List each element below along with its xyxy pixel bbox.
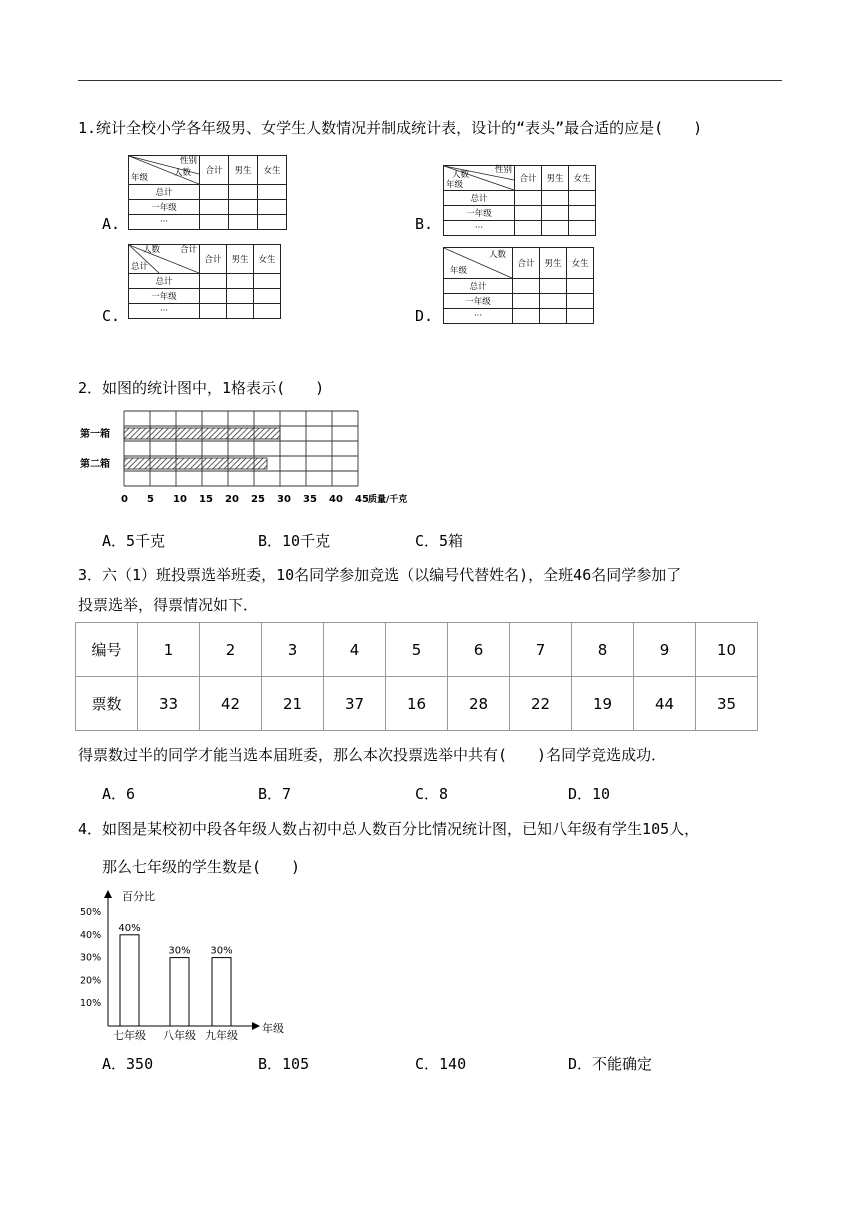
x-tick-label: 5 [147,494,154,505]
q3-option-a[interactable]: A．6 [102,785,136,803]
table-cell: 5 [386,623,448,677]
x-tick-label: 45 [355,494,369,505]
q1-option-b-label[interactable]: B. [415,215,434,233]
col-header: 合计 [513,248,540,279]
x-tick-label: 30 [277,494,291,505]
col-header: 合计 [515,166,542,191]
category-label: 九年级 [205,1029,238,1042]
bar-1 [124,428,280,439]
y-tick-label: 50% [80,907,102,918]
table-cell: 22 [510,677,572,731]
category-label: 第二箱 [80,459,110,470]
x-tick-label: 35 [303,494,317,505]
table-row [76,677,758,731]
col-header: 男生 [542,166,569,191]
row-header: 一年级 [444,206,515,221]
q4-bar-chart [78,884,298,1044]
bar-3 [212,958,231,1026]
header-topright-label: 合计 [179,245,197,255]
col-header: 女生 [258,156,287,185]
q2-text: 2．如图的统计图中，1格表示( ) [78,379,325,397]
row-header-votes: 票数 [76,677,138,731]
x-axis-label: 年级 [262,1022,284,1035]
diagonal-header-cell [129,245,200,274]
data-label: 30% [210,945,233,957]
table-cell: 6 [448,623,510,677]
q4-option-b[interactable]: B．105 [258,1055,310,1073]
category-label: 八年级 [163,1029,196,1042]
header-left-label: 年级 [131,173,149,183]
q2-option-b[interactable]: B．10千克 [258,532,331,550]
table-cell: 42 [200,677,262,731]
x-tick-label: 10 [173,494,187,505]
q3-vote-table [75,622,758,731]
q1-option-d-table [443,247,594,324]
y-tick-label: 30% [80,952,102,964]
header-mid-label: 人数 [452,170,470,180]
header-left-label: 总计 [131,262,149,272]
header-left-label: 年级 [450,266,468,276]
diagonal-header-cell [444,166,515,191]
table-cell: 44 [634,677,696,731]
header-top-label: 性别 [179,156,197,166]
table-cell: 4 [324,623,386,677]
row-header: ··· [444,309,513,324]
q1-option-a-label[interactable]: A. [102,215,121,233]
row-header: 一年级 [129,289,200,304]
q1-text: 1.统计全校小学各年级男、女学生人数情况并制成统计表，设计的“表头”最合适的应是( ) [78,119,703,137]
col-header: 男生 [227,245,254,274]
q1-option-c-table [128,244,281,319]
x-tick-label: 0 [121,494,128,505]
table-cell: 21 [262,677,324,731]
q4-text-line1: 4．如图是某校初中段各年级人数占初中总人数百分比情况统计图，已知八年级有学生105人， [78,820,700,838]
q3-option-c[interactable]: C．8 [415,785,449,803]
header-rule [78,80,782,81]
header-top-label: 人数 [488,250,506,260]
table-cell: 33 [138,677,200,731]
q3-text-line2: 投票选举，得票情况如下． [78,596,259,614]
row-header: 总计 [444,191,515,206]
row-header: ··· [129,215,200,230]
diagonal-header-cell [444,248,513,279]
table-cell: 10 [696,623,758,677]
header-left-label: 年级 [446,180,464,190]
table-cell: 1 [138,623,200,677]
q2-option-c[interactable]: C．5箱 [415,532,464,550]
col-header: 男生 [540,248,567,279]
q3-option-b[interactable]: B．7 [258,785,292,803]
col-header: 女生 [569,166,596,191]
q2-bar-chart [78,405,438,517]
data-label: 30% [168,945,191,957]
col-header: 合计 [200,156,229,185]
y-tick-label: 10% [80,998,102,1010]
y-tick-label: 20% [80,975,102,987]
header-top-label: 性别 [494,165,512,175]
table-cell: 3 [262,623,324,677]
bar-2 [170,958,189,1026]
row-header: 总计 [129,185,200,200]
table-cell: 8 [572,623,634,677]
y-tick-label: 40% [80,929,102,941]
q1-option-a-table [128,155,287,230]
table-cell: 35 [696,677,758,731]
row-header: 总计 [444,279,513,294]
row-header-id: 编号 [76,623,138,677]
q1-option-c-label[interactable]: C. [102,307,121,325]
table-cell: 16 [386,677,448,731]
table-cell: 9 [634,623,696,677]
table-cell: 28 [448,677,510,731]
y-axis-label: 百分比 [122,890,155,903]
table-cell: 2 [200,623,262,677]
table-cell: 19 [572,677,634,731]
category-label: 七年级 [113,1029,146,1042]
header-top-label: 人数 [143,245,161,255]
table-cell: 7 [510,623,572,677]
q4-text-line2: 那么七年级的学生数是( ) [102,858,301,876]
category-label: 第一箱 [80,429,110,440]
q1-option-b-table [443,165,596,236]
table-cell: 37 [324,677,386,731]
q4-option-d[interactable]: D．不能确定 [568,1055,653,1073]
row-header: 一年级 [129,200,200,215]
q4-option-c[interactable]: C．140 [415,1055,467,1073]
table-row [76,623,758,677]
row-header: 总计 [129,274,200,289]
data-label: 40% [118,922,141,934]
row-header: ··· [444,221,515,236]
x-tick-label: 20 [225,494,239,505]
q4-option-a[interactable]: A．350 [102,1055,154,1073]
diagonal-header-cell [129,156,200,185]
q3-text-after: 得票数过半的同学才能当选本届班委，那么本次投票选举中共有( )名同学竞选成功． [78,746,667,764]
x-axis-label: 质量/千克 [368,495,408,505]
q3-text-line1: 3．六（1）班投票选举班委，10名同学参加竞选（以编号代替姓名)，全班46名同学参加了 [78,566,682,584]
header-mid-label: 人数 [173,168,191,178]
col-header: 合计 [200,245,227,274]
row-header: ··· [129,304,200,319]
q1-option-d-label[interactable]: D. [415,307,434,325]
x-tick-label: 25 [251,494,265,505]
col-header: 女生 [254,245,281,274]
col-header: 男生 [229,156,258,185]
bar-1 [120,935,139,1026]
x-tick-label: 40 [329,494,343,505]
bar-2 [124,458,267,469]
row-header: 一年级 [444,294,513,309]
q2-option-a[interactable]: A．5千克 [102,532,166,550]
x-tick-label: 15 [199,494,213,505]
col-header: 女生 [567,248,594,279]
q3-option-d[interactable]: D．10 [568,785,611,803]
